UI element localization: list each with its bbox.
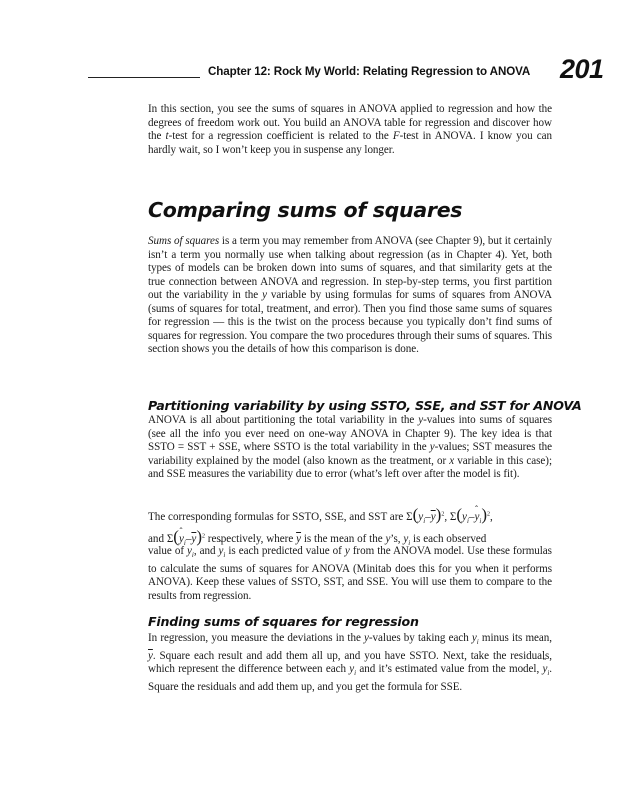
section-heading-comparing: Comparing sums of squares [148, 198, 463, 222]
intro-paragraph: In this section, you see the sums of squares in ANOVA applied to regression and how the degrees of freedom work out. You build an ANOVA table for regression and discover how the t-test for a regression coefficient is related to the F-test in ANOVA. I know you can hardly wait, so I won’t keep you in suspense any longer. [148, 103, 552, 156]
page-number: 201 [560, 54, 604, 84]
finding-paragraph: In regression, you measure the deviations in the y-values by taking each $y_i$ minus its mean, $\overline{y}$. Square each result and add them all up, and you have SSTO. Next, take the residuals, which represent the difference between each $y_i$ and it’s estimated value from the model, ˆ $y_i$. Square the residuals and add them up, and you get the formula for SSE. [148, 632, 552, 695]
formula-explanation-paragraph: value of $y_i$, and ˆ $y_i$ is each predicted value of y from the ANOVA model. Use these formulas to calculate the sums of squares for ANOVA (Minitab does this for you when it performs ANOVA). Keep these values of SSTO, SST, and SSE. You will use them to compare to the results from regression. [148, 545, 552, 603]
sst-formula: Σ(ˆ $y_i-\overline{y})^2$ [167, 533, 205, 545]
formula-line-ssto: The corresponding formulas for SSTO, SSE, and SST are $\Sigma(y_i-\overline{y})^2$, $\Sigma(y_i-ˆ$ $y_i)^2$, [148, 505, 552, 525]
subheading-partitioning: Partitioning variability by using SSTO, SSE, and SST for ANOVA [148, 398, 582, 413]
sse-formula: $\Sigma(y_i-ˆ$ $y_i)^2$, [450, 511, 493, 523]
partitioning-paragraph: ANOVA is all about partitioning the total variability in the y-values into sums of squares (see all the info you ever need on one-way ANOVA in Chapter 9). The key idea is that SSTO = SST + SSE, where SSTO is the total variability in the y-values; SST measures the variability explained by the model (also known as the treatment, or x variable in this case); and SSE measures the variability due to error (what’s left over after the model is fit). [148, 414, 552, 481]
running-head: Chapter 12: Rock My World: Relating Regression to ANOVA [208, 65, 531, 78]
header-rule [88, 77, 200, 78]
comparing-paragraph: Sums of squares is a term you may remember from ANOVA (see Chapter 9), but it certainly isn’t a term you normally use when talking about regression (as in Chapter 4). Yet, both types of models can be broken down into sums of squares, and that similarity gets at the true connection between ANOVA and regression. In step-by-step terms, you first partition out the variability in the y variable by using formulas for sums of squares from ANOVA (sums of squares for total, treatment, and error). Then you find those same sums of squares for regression — this is the twist on the process because you typically don’t find sums of squares for regression. You compare the two procedures through their sums of squares. This section shows you the details of how this comparison is done. [148, 235, 553, 356]
ssto-formula: $\Sigma(y_i-\overline{y})^2$, [406, 505, 448, 526]
subheading-finding: Finding sums of squares for regression [148, 614, 419, 629]
formula-line-sst: and Σ(ˆ $y_i-\overline{y})^2$ respectively, where $\overline{y}$ is the mean of the y’s, $y_i$ is each observed [148, 527, 552, 547]
